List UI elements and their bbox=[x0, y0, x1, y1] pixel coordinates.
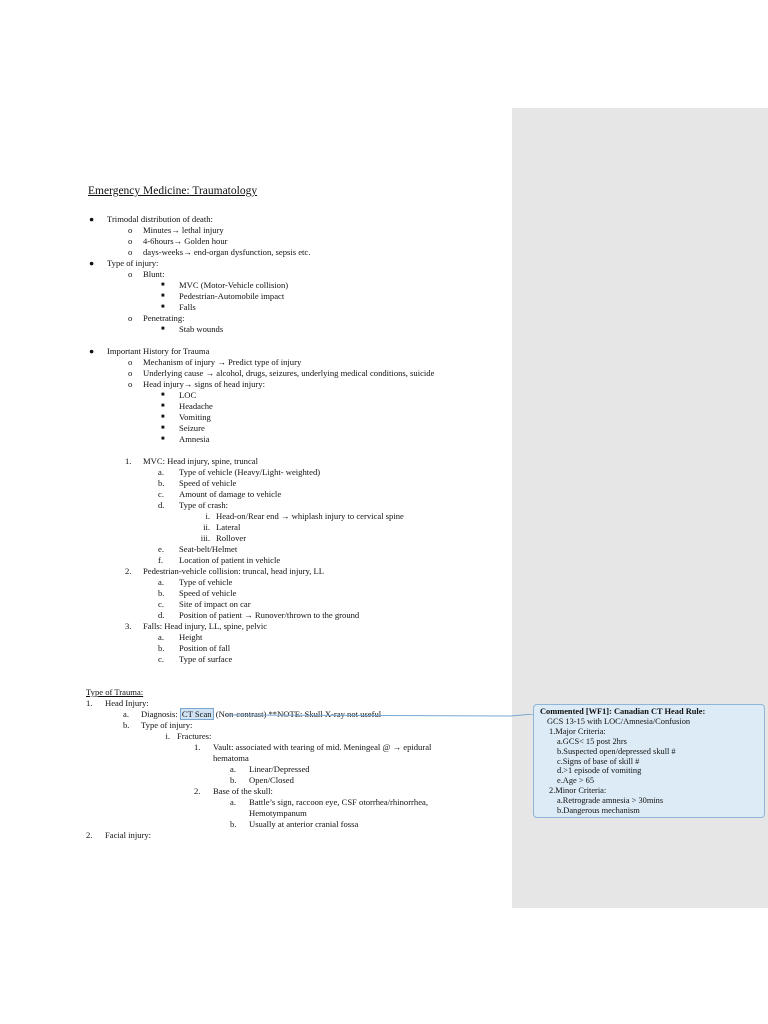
list-number: 2. bbox=[125, 566, 132, 576]
list-item: 2. Base of the skull: bbox=[194, 786, 273, 796]
list-item: ii. Lateral bbox=[88, 522, 508, 533]
bullet-square-icon: ■ bbox=[161, 436, 165, 442]
comment-line: a.GCS< 15 post 2hrs bbox=[557, 736, 627, 746]
commented-text-highlight[interactable]: CT Scan bbox=[181, 709, 212, 719]
list-item: b. Type of injury: bbox=[123, 720, 193, 730]
bullet-disc-icon: ● bbox=[89, 258, 95, 268]
list-item: ● Type of injury: bbox=[89, 258, 159, 268]
list-item: o days-weeks→ end-organ dysfunction, sepsis etc. bbox=[128, 247, 311, 257]
list-item: a. Type of vehicle (Heavy/Light- weighted) bbox=[158, 467, 321, 477]
list-item: f. Location of patient in vehicle bbox=[158, 555, 281, 565]
list-letter: b. bbox=[123, 720, 130, 730]
list-number: 1. bbox=[194, 742, 201, 752]
list-item: ■ MVC (Motor-Vehicle collision) bbox=[161, 280, 289, 290]
list-letter: c. bbox=[158, 654, 164, 664]
list-letter: e. bbox=[158, 544, 164, 554]
list-number: 2. bbox=[194, 786, 201, 796]
bullet-circle-icon: o bbox=[128, 379, 133, 389]
comment-line: c.Signs of base of skill # bbox=[557, 756, 640, 766]
list-item: ■ Headache bbox=[161, 401, 213, 411]
list-roman: ii. bbox=[203, 522, 210, 532]
list-item: 1. MVC: Head injury, spine, truncal bbox=[125, 456, 258, 466]
list-letter: b. bbox=[158, 588, 165, 598]
list-item: b. Usually at anterior cranial fossa bbox=[230, 819, 359, 829]
bullet-circle-icon: o bbox=[128, 368, 133, 378]
bullet-circle-icon: o bbox=[128, 357, 133, 367]
bullet-square-icon: ■ bbox=[161, 403, 165, 409]
list-roman: i. bbox=[165, 731, 170, 741]
list-item: a. Height bbox=[158, 632, 203, 642]
list-letter: a. bbox=[230, 764, 236, 774]
list-item: 2. Pedestrian-vehicle collision: truncal, head injury, LL bbox=[125, 566, 325, 576]
list-item: ■ Pedestrian-Automobile impact bbox=[161, 291, 285, 301]
list-item: b. Open/Closed bbox=[230, 775, 294, 785]
list-item: i. Head-on/Rear end → whiplash injury to cervical spine bbox=[88, 511, 508, 522]
list-letter: a. bbox=[158, 467, 164, 477]
list-item: ■ LOC bbox=[161, 390, 197, 400]
bullet-circle-icon: o bbox=[128, 269, 133, 279]
list-item: d. Type of crash: bbox=[158, 500, 229, 510]
list-letter: c. bbox=[158, 599, 164, 609]
comment-line: 2.Minor Criteria: bbox=[549, 786, 607, 796]
document-title: Emergency Medicine: Traumatology bbox=[88, 185, 258, 197]
comment-line: e.Age > 65 bbox=[557, 776, 595, 786]
list-letter: a. bbox=[230, 797, 236, 807]
blank-line bbox=[88, 676, 508, 687]
list-roman: i. bbox=[205, 511, 210, 521]
bullet-circle-icon: o bbox=[128, 236, 133, 246]
list-item: ■ Amnesia bbox=[161, 434, 210, 444]
list-item: o Minutes→ lethal injury bbox=[128, 225, 224, 235]
bullet-disc-icon: ● bbox=[89, 346, 95, 356]
list-item: ■ Falls bbox=[161, 302, 196, 312]
bullet-circle-icon: o bbox=[128, 225, 133, 235]
list-item: b. Speed of vehicle bbox=[158, 588, 237, 598]
comment-line: GCS 13-15 with LOC/Amnesia/Confusion bbox=[547, 716, 691, 726]
trauma-list bbox=[86, 687, 508, 841]
list-item: iii. Rollover bbox=[88, 533, 508, 544]
list-number: 1. bbox=[86, 698, 93, 708]
list-item-continuation: hematoma bbox=[213, 753, 249, 763]
bullet-square-icon: ■ bbox=[161, 425, 165, 431]
list-letter: a. bbox=[123, 709, 129, 719]
list-item: 1. Vault: associated with tearing of mid. Meningeal @ → epidural bbox=[194, 742, 432, 752]
list-letter: b. bbox=[158, 478, 165, 488]
list-item: e. Seat-belt/Helmet bbox=[158, 544, 238, 554]
list-letter: d. bbox=[158, 500, 165, 510]
list-item-continuation: Hemotympanum bbox=[249, 808, 307, 818]
list-item: b. Speed of vehicle bbox=[158, 478, 237, 488]
bullet-disc-icon: ● bbox=[89, 214, 95, 224]
comment-line: a.Retrograde amnesia > 30mins bbox=[557, 796, 664, 806]
comment-line: d.>1 episode of vomiting bbox=[557, 766, 642, 776]
bullet-square-icon: ■ bbox=[161, 326, 165, 332]
comment-line: b.Dangerous mechanism bbox=[557, 806, 640, 816]
list-item: ■ Stab wounds bbox=[161, 324, 224, 334]
comment-connector-line bbox=[226, 714, 534, 718]
section-heading: Type of Trauma: bbox=[86, 687, 144, 697]
list-number: 2. bbox=[86, 830, 93, 840]
comment-line: 1.Major Criteria: bbox=[549, 726, 606, 736]
list-item: a. Battle’s sign, raccoon eye, CSF otorrhea/rhinorrhea, bbox=[230, 797, 428, 807]
list-item: ■ Seizure bbox=[161, 423, 205, 433]
bullet-square-icon: ■ bbox=[161, 282, 165, 288]
bullet-square-icon: ■ bbox=[161, 392, 165, 398]
list-letter: d. bbox=[158, 610, 165, 620]
list-roman: iii. bbox=[200, 533, 210, 543]
bullet-square-icon: ■ bbox=[161, 304, 165, 310]
list-item: o Mechanism of injury → Predict type of injury bbox=[128, 357, 302, 367]
list-number: 3. bbox=[125, 621, 132, 631]
bullet-circle-icon: o bbox=[128, 313, 133, 323]
document-body[interactable] bbox=[88, 184, 508, 841]
list-number: 1. bbox=[125, 456, 132, 466]
list-item: o Blunt: bbox=[128, 269, 165, 279]
bullet-list-main bbox=[88, 214, 508, 687]
list-letter: a. bbox=[158, 632, 164, 642]
list-item: i. Fractures: bbox=[86, 731, 508, 742]
list-item: ● Trimodal distribution of death: bbox=[89, 214, 213, 224]
list-letter: b. bbox=[158, 643, 165, 653]
list-item: c. Type of surface bbox=[158, 654, 233, 664]
bullet-square-icon: ■ bbox=[161, 293, 165, 299]
list-item: o 4-6hours→ Golden hour bbox=[128, 236, 228, 246]
comment-balloon[interactable] bbox=[533, 704, 765, 818]
list-item: a. Linear/Depressed bbox=[230, 764, 310, 774]
list-letter: b. bbox=[230, 819, 237, 829]
comment-header: Commented [WF1]: Canadian CT Head Rule: bbox=[540, 707, 706, 716]
list-item: o Head injury→ signs of head injury: bbox=[128, 379, 265, 389]
list-item: c. Amount of damage to vehicle bbox=[158, 489, 282, 499]
list-item: a. Diagnosis: CT Scan (Non-contrast) **NOTE: Skull X-ray not useful bbox=[123, 709, 382, 719]
list-item: a. Type of vehicle bbox=[158, 577, 233, 587]
list-item: ■ Vomiting bbox=[161, 412, 211, 422]
list-item: o Underlying cause → alcohol, drugs, seizures, underlying medical conditions, suicide bbox=[128, 368, 435, 378]
list-letter: b. bbox=[230, 775, 237, 785]
list-item: ● Important History for Trauma bbox=[89, 346, 210, 356]
list-item: b. Position of fall bbox=[158, 643, 231, 653]
list-item: d. Position of patient → Runover/thrown to the ground bbox=[158, 610, 360, 620]
comment-line: b.Suspected open/depressed skull # bbox=[557, 746, 676, 756]
list-item: 2. Facial injury: bbox=[86, 830, 152, 840]
list-letter: a. bbox=[158, 577, 164, 587]
list-item: 3. Falls: Head injury, LL, spine, pelvic bbox=[125, 621, 268, 631]
blank-line bbox=[88, 445, 508, 456]
bullet-circle-icon: o bbox=[128, 247, 133, 257]
bullet-square-icon: ■ bbox=[161, 414, 165, 420]
list-item: o Penetrating: bbox=[128, 313, 185, 323]
list-item: 1. Head Injury: bbox=[86, 698, 149, 708]
list-letter: c. bbox=[158, 489, 164, 499]
blank-line bbox=[88, 665, 508, 676]
list-item: c. Site of impact on car bbox=[158, 599, 251, 609]
blank-line bbox=[88, 335, 508, 346]
list-letter: f. bbox=[158, 555, 164, 565]
